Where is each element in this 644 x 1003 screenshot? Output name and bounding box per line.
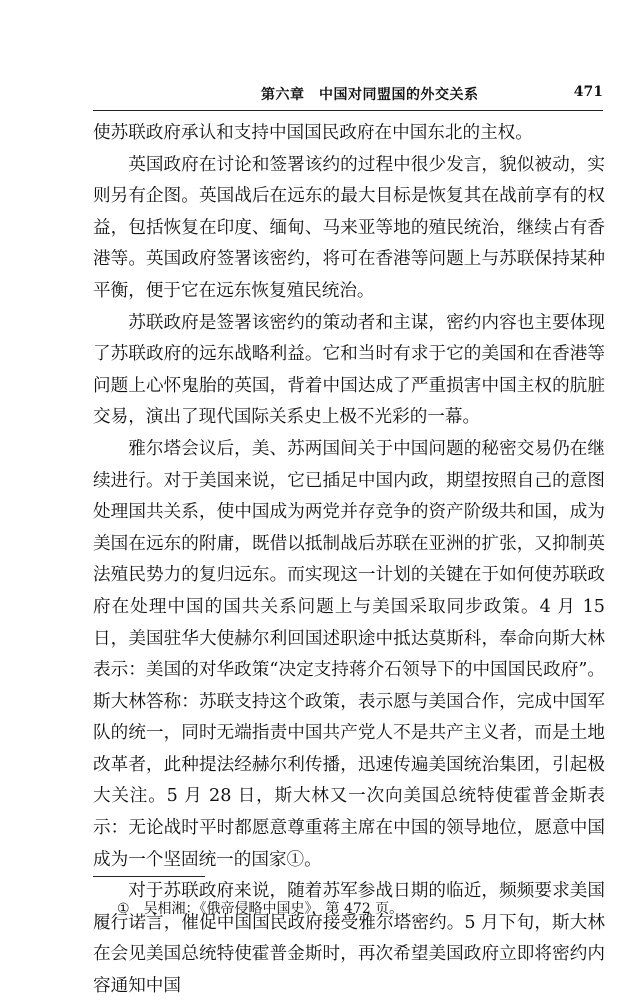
page-number: 471: [573, 84, 603, 100]
footnote-rule: [93, 876, 205, 877]
body-text: [93, 118, 605, 1003]
paragraph: 苏联政府是签署该密约的策动者和主谋，密约内容也主要体现了苏联政府的远东战略利益。它和当时有求于它的美国和在香港等问题上心怀鬼胎的英国，背着中国达成了严重损害中国主权的肮脏交易，演出了现代国际关系史上极不光彩的一幕。: [93, 312, 605, 428]
header-rule: [93, 110, 603, 111]
running-header: [93, 84, 603, 106]
chapter-title: 第六章 中国对同盟国的外交关系: [261, 87, 479, 103]
footnote-mark: ①: [117, 901, 130, 917]
paragraph-continued: 使苏联政府承认和支持中国国民政府在中国东北的主权。: [93, 123, 533, 143]
paragraph: 雅尔塔会议后，美、苏两国间关于中国问题的秘密交易仍在继续进行。对于美国来说，它已插足中国内政，期望按照自己的意图处理国共关系，使中国成为两党并存竞争的资产阶级共和国，成为美国在远东的附庸，既借以抵制战后苏联在亚洲的扩张，又抑制英法殖民势力的复归远东。而实现这一计划的关键在于如何使苏联政府在处理中国的国共关系问题上与美国采取同步政策。4 月 15 日，美国驻华大使赫尔利回国述职途中抵达莫斯科，奉命向斯大林表示：美国的对华政策“决定支持蒋介石领导下的中国国民政府”。斯大林答称：苏联支持这个政策，表示愿与美国合作，完成中国军队的统一，同时无端指责中国共产党人不是共产主义者，而是土地改革者，此种提法经赫尔利传播，迅速传遍美国统治集团，引起极大关注。5 月 28 日，斯大林又一次向美国总统特使霍普金斯表示：无论战时平时都愿意尊重蒋主席在中国的领导地位，愿意中国成为一个坚固统一的国家①。: [93, 438, 605, 870]
footnote-text: 吴相湘：《俄帝侵略中国史》，第 472 页。: [143, 901, 404, 917]
paragraph: 英国政府在讨论和签署该约的过程中很少发言，貌似被动，实则另有企图。英国战后在远东的最大目标是恢复其在战前享有的权益，包括恢复在印度、缅甸、马来亚等地的殖民统治，继续占有香港等。英国政府签署该密约，将可在香港等问题上与苏联保持某种平衡，便于它在远东恢复殖民统治。: [93, 154, 605, 301]
paragraph: 对于苏联政府来说，随着苏军参战日期的临近，频频要求美国履行诺言，催促中国国民政府接受雅尔塔密约。5 月下旬，斯大林在会见美国总统特使霍普金斯时，再次希望美国政府立即将密约内容通知中国: [93, 881, 605, 997]
footnote: [117, 898, 403, 918]
